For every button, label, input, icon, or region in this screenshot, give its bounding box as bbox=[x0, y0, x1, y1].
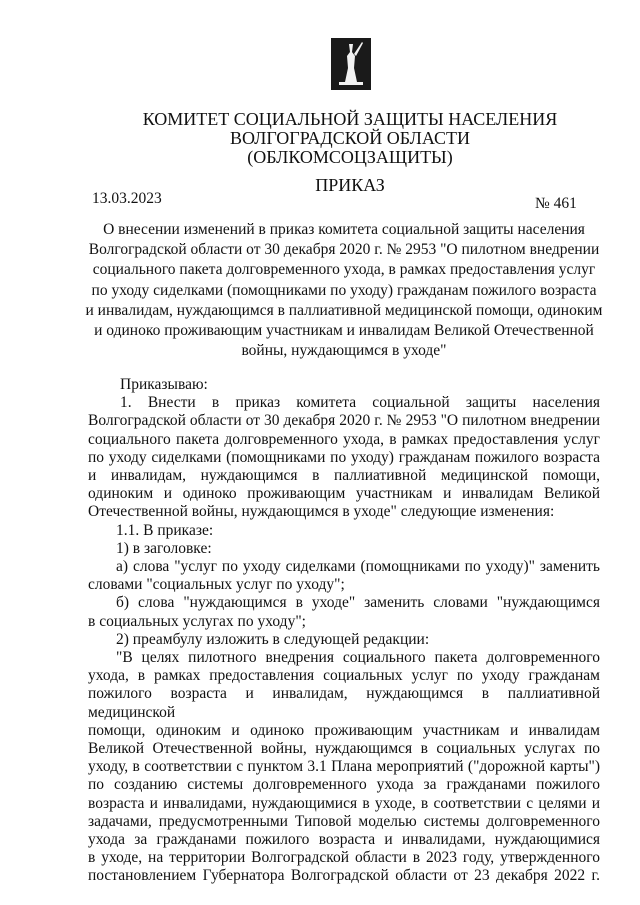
body-line: по уходу сиделками (помощниками по уходу) гражданам пожилого возраста bbox=[88, 448, 600, 466]
body-line: Приказываю: bbox=[120, 376, 208, 393]
body-line: 1) в заголовке: bbox=[116, 539, 212, 557]
organization-header bbox=[120, 110, 580, 167]
body-line: ухода, в рамках предоставления социальных услуг по уходу гражданам bbox=[88, 667, 600, 685]
header-line: (ОБЛКОМСОЦЗАЩИТЫ) bbox=[247, 147, 453, 167]
document-type-title: ПРИКАЗ bbox=[315, 175, 385, 195]
subject-line: социального пакета долговременного ухода, в рамках предоставления услуг bbox=[92, 261, 596, 279]
coat-of-arms-emblem bbox=[331, 38, 371, 90]
body-line: в социальных услугах по уходу"; bbox=[88, 612, 306, 630]
body-line: 1. Внести в приказ комитета социальной защиты населения bbox=[120, 394, 600, 412]
body-line: социального пакета долговременного ухода, в рамках предоставления услуг bbox=[88, 430, 600, 448]
body-line: Отечественной войны, нуждающимся в уходе" следующие изменения: bbox=[88, 503, 555, 521]
body-line: б) слова "нуждающимся в уходе" заменить словами "нуждающимся bbox=[116, 594, 600, 612]
order-number: № 461 bbox=[535, 195, 577, 212]
subject-line: Волгоградской области от 30 декабря 2020 г. № 2953 "О пилотном внедрении bbox=[88, 241, 600, 259]
body-line: помощи, одиноким и одиноко проживающим участникам и инвалидам bbox=[88, 721, 600, 739]
body-line: задачами, предусмотренными Типовой моделью системы долговременного bbox=[88, 812, 600, 830]
coat-of-arms-icon bbox=[331, 38, 371, 90]
body-line: 2) преамбулу изложить в следующей редакции: bbox=[116, 630, 430, 648]
subject-line: войны, нуждающимся в уходе" bbox=[241, 342, 447, 360]
header-line: ВОЛГОГРАДСКОЙ ОБЛАСТИ bbox=[230, 128, 470, 148]
body-line: "В целях пилотного внедрения социального пакета долговременного bbox=[116, 649, 600, 667]
body-line: возраста и инвалидами, нуждающимися в уходе, в соответствии с целями и bbox=[88, 794, 600, 812]
subject-line: О внесении изменений в приказ комитета социальной защиты населения bbox=[103, 221, 585, 238]
body-line: по созданию системы долговременного ухода за гражданами пожилого bbox=[88, 776, 600, 794]
body-line: словами "социальных услуг по уходу"; bbox=[88, 576, 345, 594]
body-line: ухода за гражданами пожилого возраста и инвалидами, нуждающимися bbox=[88, 831, 600, 849]
subject-line: по уходу сиделками (помощниками по уходу) гражданам пожилого возраста bbox=[91, 281, 597, 299]
order-date: 13.03.2023 bbox=[92, 190, 162, 207]
subject-line: и инвалидам, нуждающимся в паллиативной медицинской помощи, одиноким bbox=[85, 301, 603, 319]
body-line: Великой Отечественной войны, нуждающимся в социальных услугах по bbox=[88, 740, 600, 758]
body-line: 1.1. В приказе: bbox=[116, 521, 214, 539]
body-line: Волгоградской области от 30 декабря 2020 г. № 2953 "О пилотном внедрении bbox=[88, 412, 600, 430]
body-line: пожилого возраста и инвалидам, нуждающимся в паллиативной медицинской bbox=[88, 685, 600, 721]
body-line: а) слова "услуг по уходу сиделками (помощниками по уходу)" заменить bbox=[116, 558, 600, 576]
body-line: и инвалидам, нуждающимся в паллиативной медицинской помощи, bbox=[88, 467, 600, 485]
body-line: в уходе, на территории Волгоградской области в 2023 году, утвержденного bbox=[88, 849, 600, 867]
body-line: одиноким и одиноко проживающим участникам и инвалидам Великой bbox=[88, 485, 600, 503]
body-line: постановлением Губернатора Волгоградской области от 23 декабря 2022 г. bbox=[88, 867, 600, 885]
order-body bbox=[88, 376, 600, 886]
header-line: КОМИТЕТ СОЦИАЛЬНОЙ ЗАЩИТЫ НАСЕЛЕНИЯ bbox=[142, 109, 558, 129]
subject-line: и одиноко проживающим участникам и инвалидам Великой Отечественной bbox=[94, 322, 594, 340]
body-line: уходу, в соответствии с пунктом 3.1 Плана мероприятий ("дорожной карты") bbox=[88, 758, 600, 776]
order-subject bbox=[84, 220, 604, 361]
